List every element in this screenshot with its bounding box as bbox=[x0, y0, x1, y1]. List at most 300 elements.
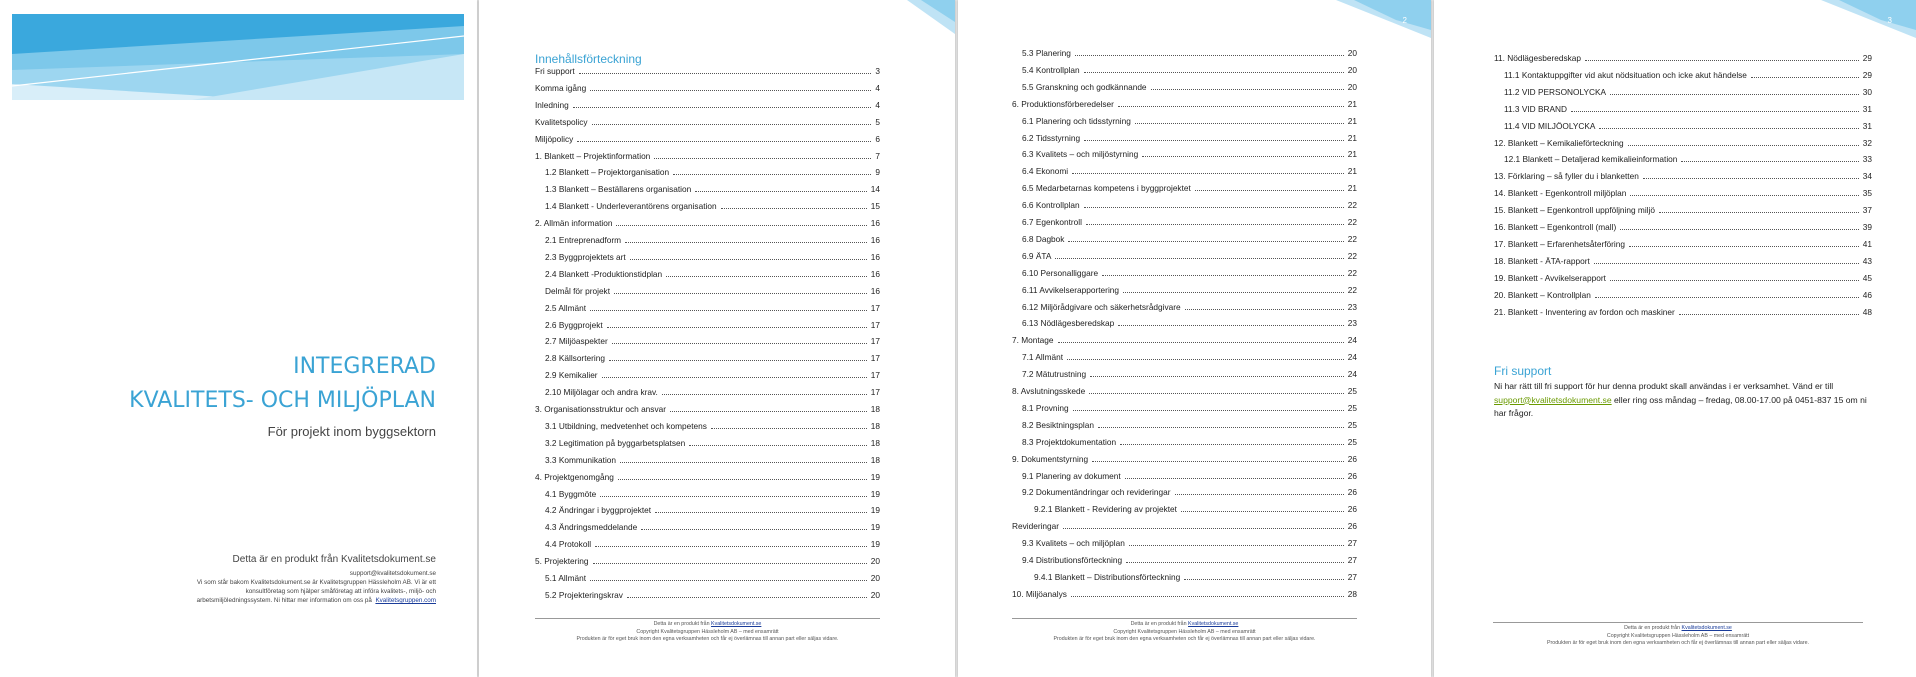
toc-entry-page: 34 bbox=[1862, 171, 1872, 182]
toc-entry-label: 1.4 Blankett - Underleverantörens organisation bbox=[545, 201, 717, 212]
toc-entry-page: 19 bbox=[870, 505, 880, 516]
toc-entry-page: 20 bbox=[870, 556, 880, 567]
toc-entry[interactable] bbox=[1504, 154, 1872, 169]
toc-entry[interactable] bbox=[1494, 205, 1872, 220]
toc-leader-dots bbox=[1751, 77, 1859, 78]
toc-entry-page: 41 bbox=[1862, 238, 1872, 249]
toc-entry[interactable] bbox=[545, 489, 880, 504]
toc-entry[interactable] bbox=[1012, 99, 1357, 114]
toc-entry-label: 8. Avslutningsskede bbox=[1012, 386, 1086, 396]
toc-leader-dots bbox=[1084, 207, 1344, 208]
toc-entry[interactable] bbox=[545, 286, 880, 301]
toc-entry-page: 20 bbox=[1347, 64, 1357, 75]
toc-entry[interactable] bbox=[545, 167, 880, 182]
toc-entry-label: 9.1 Planering av dokument bbox=[1022, 470, 1121, 481]
toc-entry-label: 9. Dokumentstyrning bbox=[1012, 453, 1089, 464]
toc-leader-dots bbox=[592, 124, 872, 125]
corner-graphic bbox=[1336, 0, 1431, 38]
toc-entry-page: 48 bbox=[1862, 306, 1872, 317]
toc-entry-page: 39 bbox=[1862, 222, 1872, 232]
toc-entry-label: 2.9 Kemikalier bbox=[545, 370, 598, 381]
toc-leader-dots bbox=[1142, 156, 1344, 157]
toc-entry-page: 29 bbox=[1862, 69, 1872, 80]
toc-leader-dots bbox=[1068, 241, 1343, 242]
footer-link[interactable]: Kvalitetsdokument.se bbox=[711, 621, 762, 627]
toc-entry-page: 21 bbox=[1347, 132, 1357, 143]
toc-entry[interactable] bbox=[1494, 53, 1872, 68]
toc-entry-label: 9.4 Distributionsförteckning bbox=[1022, 555, 1123, 565]
cover-footer-heading: Detta är en produkt från Kvalitetsdokument.se bbox=[232, 554, 436, 565]
toc-leader-dots bbox=[577, 141, 871, 142]
toc-entry[interactable] bbox=[1022, 183, 1357, 198]
toc-entry[interactable] bbox=[1022, 318, 1357, 333]
toc-entry-page: 32 bbox=[1862, 137, 1872, 148]
toc-leader-dots bbox=[1681, 161, 1858, 162]
toc-entry[interactable] bbox=[545, 252, 880, 267]
toc-entry-label: 4.2 Ändringar i byggprojektet bbox=[545, 505, 652, 516]
toc-entry-label: 4.4 Protokoll bbox=[545, 539, 592, 550]
toc-leader-dots bbox=[1151, 89, 1344, 90]
footer-line1 bbox=[1493, 625, 1863, 633]
toc-entry[interactable] bbox=[1494, 239, 1872, 254]
toc-entry-page: 31 bbox=[1862, 103, 1872, 114]
toc-leader-dots bbox=[620, 462, 867, 463]
toc-entry-page: 21 bbox=[1347, 149, 1357, 160]
page-footer bbox=[535, 618, 880, 644]
toc-entry-page: 25 bbox=[1347, 402, 1357, 413]
toc-leader-dots bbox=[655, 512, 867, 513]
footer-line2: Copyright Kvalitetsgruppen Hässleholm AB – med ensamrätt bbox=[1113, 628, 1256, 635]
toc-leader-dots bbox=[1072, 173, 1344, 174]
toc-entry-label: 1.2 Blankett – Projektorganisation bbox=[545, 167, 670, 178]
toc-entry[interactable] bbox=[1034, 572, 1357, 587]
toc-entry-page: 18 bbox=[870, 404, 880, 414]
toc-entry-page: 17 bbox=[870, 302, 880, 313]
toc-entry[interactable] bbox=[1012, 521, 1357, 536]
footer-link[interactable]: Kvalitetsdokument.se bbox=[1188, 621, 1239, 627]
toc-entry[interactable] bbox=[1022, 234, 1357, 249]
toc-leader-dots bbox=[1098, 427, 1344, 428]
toc-entry-page: 4 bbox=[875, 82, 880, 93]
toc-entry[interactable] bbox=[1494, 222, 1872, 237]
toc-entry-label: 6. Produktionsförberedelser bbox=[1012, 98, 1114, 109]
toc-leader-dots bbox=[654, 158, 871, 159]
toc-entry-page: 37 bbox=[1862, 205, 1872, 216]
toc-entry-label: 8.3 Projektdokumentation bbox=[1022, 436, 1117, 447]
toc-leader-dots bbox=[1195, 190, 1344, 191]
toc-leader-dots bbox=[590, 90, 871, 91]
toc-leader-dots bbox=[689, 445, 867, 446]
toc-entry-page: 22 bbox=[1347, 217, 1357, 227]
toc-entry-page: 21 bbox=[1347, 98, 1357, 109]
toc-entry[interactable] bbox=[545, 353, 880, 368]
footer-line3: Produkten är för eget bruk inom den egna verksamheten och får ej överlämnas till annan part eller säljas vidare. bbox=[1053, 636, 1316, 642]
toc-entry-label: 6.12 Miljörådgivare och säkerhetsrådgivare bbox=[1022, 301, 1181, 312]
toc-leader-dots bbox=[1129, 545, 1344, 546]
toc-entry[interactable] bbox=[545, 201, 880, 216]
toc-entry-label: 19. Blankett - Avvikelserapport bbox=[1494, 272, 1606, 283]
footer-line1 bbox=[535, 621, 880, 629]
toc-entry[interactable] bbox=[1022, 403, 1357, 418]
toc-entry[interactable] bbox=[1022, 538, 1357, 553]
toc-leader-dots bbox=[670, 411, 867, 412]
footer-line1-text: Detta är en produkt från bbox=[653, 621, 710, 627]
footer-line2: Copyright Kvalitetsgruppen Hässleholm AB – med ensamrätt bbox=[636, 628, 779, 635]
toc-leader-dots bbox=[593, 563, 867, 564]
toc-leader-dots bbox=[600, 496, 867, 497]
page-footer bbox=[1012, 618, 1357, 644]
toc-entry-label: 16. Blankett – Egenkontroll (mall) bbox=[1494, 222, 1617, 232]
toc-entry-page: 20 bbox=[1347, 48, 1357, 58]
toc-leader-dots bbox=[1126, 562, 1344, 563]
support-text bbox=[1494, 380, 1872, 421]
toc-entry-page: 20 bbox=[870, 573, 880, 583]
toc-entry-label: 6.1 Planering och tidsstyrning bbox=[1022, 115, 1131, 126]
toc-entry[interactable] bbox=[1022, 48, 1357, 63]
toc-entry[interactable] bbox=[535, 100, 880, 115]
toc-entry-page: 27 bbox=[1347, 538, 1357, 549]
toc-entry-label: 14. Blankett - Egenkontroll miljöplan bbox=[1494, 188, 1627, 199]
toc-entry[interactable] bbox=[545, 320, 880, 335]
toc-entry-page: 24 bbox=[1347, 369, 1357, 380]
toc-entry-label: 17. Blankett – Erfarenhetsåterföring bbox=[1494, 238, 1625, 249]
toc-entry-label: 10. Miljöanalys bbox=[1012, 588, 1067, 599]
toc-leader-dots bbox=[1135, 123, 1344, 124]
toc-entry[interactable] bbox=[1022, 268, 1357, 283]
toc-entry[interactable] bbox=[545, 421, 880, 436]
toc-entry-page: 19 bbox=[870, 522, 880, 533]
toc-entry[interactable] bbox=[545, 235, 880, 250]
toc-entry[interactable] bbox=[535, 117, 880, 132]
toc-leader-dots bbox=[1630, 195, 1858, 196]
toc-entry[interactable] bbox=[545, 184, 880, 199]
toc-entry[interactable] bbox=[535, 66, 880, 81]
toc-page-1 bbox=[479, 0, 955, 677]
corner-graphic bbox=[1821, 0, 1916, 38]
toc-entry[interactable] bbox=[1504, 70, 1872, 85]
toc-entry-page: 31 bbox=[1862, 120, 1872, 131]
toc-entry-page: 16 bbox=[870, 251, 880, 262]
toc-entry[interactable] bbox=[545, 387, 880, 402]
toc-entry-label: 4. Projektgenomgång bbox=[535, 471, 614, 482]
toc-entry[interactable] bbox=[1034, 504, 1357, 519]
cover-footer-email: support@kvalitetsdokument.se bbox=[349, 570, 436, 577]
footer-line2: Copyright Kvalitetsgruppen Hässleholm AB – med ensamrätt bbox=[1606, 632, 1750, 639]
toc-leader-dots bbox=[1120, 444, 1344, 445]
toc-entry-label: 9.3 Kvalitets – och miljöplan bbox=[1022, 538, 1125, 549]
toc-leader-dots bbox=[1629, 246, 1859, 247]
toc-entry-page: 26 bbox=[1347, 453, 1357, 464]
toc-entry-page: 25 bbox=[1347, 386, 1357, 396]
toc-entry[interactable] bbox=[1012, 386, 1357, 401]
toc-entry[interactable] bbox=[1022, 285, 1357, 300]
toc-entry-label: 6.6 Kontrollplan bbox=[1022, 200, 1080, 211]
toc-entry[interactable] bbox=[1022, 420, 1357, 435]
toc-leader-dots bbox=[1620, 229, 1859, 230]
toc-leader-dots bbox=[602, 377, 867, 378]
toc-leader-dots bbox=[630, 259, 867, 260]
toc-leader-dots bbox=[1184, 579, 1344, 580]
toc-leader-dots bbox=[1181, 511, 1344, 512]
cover-footer-link[interactable]: Kvalitetsgruppen.com bbox=[375, 597, 436, 604]
toc-entry[interactable] bbox=[1022, 369, 1357, 384]
toc-entry-label: 4.1 Byggmöte bbox=[545, 488, 597, 499]
toc-entry-label: 21. Blankett - Inventering av fordon och maskiner bbox=[1494, 306, 1675, 317]
toc-entry[interactable] bbox=[1022, 133, 1357, 148]
toc-entry-page: 3 bbox=[875, 66, 880, 76]
toc-leader-dots bbox=[1185, 309, 1344, 310]
toc-entry[interactable] bbox=[1494, 273, 1872, 288]
footer-line3: Produkten är för eget bruk inom den egna verksamheten och får ej överlämnas till annan part eller säljas vidare. bbox=[576, 636, 839, 642]
toc-entry-label: 5.2 Projekteringskrav bbox=[545, 589, 623, 600]
toc-entry-page: 17 bbox=[870, 370, 880, 381]
toc-entry-page: 18 bbox=[870, 454, 880, 465]
toc-entry[interactable] bbox=[1022, 149, 1357, 164]
toc-entry-label: 6.2 Tidsstyrning bbox=[1022, 132, 1081, 143]
toc-entry[interactable] bbox=[1022, 471, 1357, 486]
toc-entry-page: 18 bbox=[870, 437, 880, 448]
toc-leader-dots bbox=[1659, 212, 1859, 213]
toc-leader-dots bbox=[662, 394, 867, 395]
toc-entry[interactable] bbox=[1022, 251, 1357, 266]
toc-entry-label: 6.3 Kvalitets – och miljöstyrning bbox=[1022, 149, 1139, 160]
toc-entry-page: 26 bbox=[1347, 521, 1357, 532]
toc-entry-page: 27 bbox=[1347, 555, 1357, 565]
toc-leader-dots bbox=[673, 174, 871, 175]
toc-entry-label: 5.5 Granskning och godkännande bbox=[1022, 81, 1147, 92]
toc-entry[interactable] bbox=[1022, 116, 1357, 131]
toc-entry[interactable] bbox=[1494, 138, 1872, 153]
toc-leader-dots bbox=[618, 479, 867, 480]
toc-entry-page: 16 bbox=[870, 218, 880, 229]
toc-entry-page: 18 bbox=[870, 420, 880, 431]
toc-leader-dots bbox=[1086, 224, 1344, 225]
toc-entry[interactable] bbox=[1012, 454, 1357, 469]
toc-entry-label: 6.8 Dagbok bbox=[1022, 233, 1065, 244]
toc-entry[interactable] bbox=[545, 303, 880, 318]
toc-entry-label: 11.1 Kontaktuppgifter vid akut nödsituation och icke akut händelse bbox=[1504, 69, 1747, 80]
toc-entry-page: 23 bbox=[1347, 301, 1357, 312]
toc-entry[interactable] bbox=[535, 151, 880, 166]
toc-entry[interactable] bbox=[535, 472, 880, 487]
cover-title-line1: INTEGRERAD bbox=[293, 354, 436, 379]
page-number: 2 bbox=[1402, 16, 1407, 25]
toc-entry[interactable] bbox=[1494, 188, 1872, 203]
toc-entry-label: Komma igång bbox=[535, 82, 587, 93]
toc-entry-label: 12. Blankett – Kemikalieförteckning bbox=[1494, 137, 1624, 148]
toc-entry[interactable] bbox=[1022, 555, 1357, 570]
toc-leader-dots bbox=[1084, 72, 1344, 73]
toc-leader-dots bbox=[1610, 94, 1859, 95]
toc-entry[interactable] bbox=[1022, 217, 1357, 232]
toc-entry[interactable] bbox=[1012, 589, 1357, 604]
toc-entry-label: 4.3 Ändringsmeddelande bbox=[545, 522, 638, 533]
toc-entry[interactable] bbox=[545, 370, 880, 385]
toc-leader-dots bbox=[1585, 60, 1859, 61]
footer-line3: Produkten är för eget bruk inom den egna verksamheten och får ej överlämnas till annan part eller säljas vidare. bbox=[1546, 640, 1810, 646]
toc-entry-page: 9 bbox=[875, 167, 880, 178]
toc-entry-label: 3.2 Legitimation på byggarbetsplatsen bbox=[545, 437, 686, 448]
toc-entry[interactable] bbox=[1494, 256, 1872, 271]
footer-divider bbox=[1012, 618, 1357, 619]
toc-entry[interactable] bbox=[545, 522, 880, 537]
toc-entry[interactable] bbox=[1022, 437, 1357, 452]
toc-leader-dots bbox=[612, 343, 867, 344]
toc-entry-page: 24 bbox=[1347, 335, 1357, 346]
toc-leader-dots bbox=[1071, 596, 1344, 597]
toc-entry[interactable] bbox=[1504, 87, 1872, 102]
toc-entry-label: 6.11 Avvikelserapportering bbox=[1022, 284, 1120, 295]
toc-entry-page: 22 bbox=[1347, 200, 1357, 211]
toc-entry[interactable] bbox=[545, 269, 880, 284]
toc-entry[interactable] bbox=[535, 83, 880, 98]
toc-entry[interactable] bbox=[545, 336, 880, 351]
toc-entry[interactable] bbox=[545, 438, 880, 453]
toc-entry[interactable] bbox=[545, 505, 880, 520]
toc-leader-dots bbox=[1610, 280, 1859, 281]
toc-entry-page: 19 bbox=[870, 471, 880, 482]
toc-entry-label: 6.13 Nödlägesberedskap bbox=[1022, 318, 1115, 329]
toc-entry-page: 45 bbox=[1862, 272, 1872, 283]
toc-entry-page: 21 bbox=[1347, 183, 1357, 194]
toc-entry-label: 1.3 Blankett – Beställarens organisation bbox=[545, 184, 692, 195]
toc-entry[interactable] bbox=[1012, 335, 1357, 350]
toc-entry[interactable] bbox=[1022, 200, 1357, 215]
toc-entry[interactable] bbox=[1022, 302, 1357, 317]
toc-entry-page: 14 bbox=[870, 184, 880, 195]
toc-entry-label: 2.1 Entreprenadform bbox=[545, 235, 622, 245]
toc-entry[interactable] bbox=[545, 573, 880, 588]
toc-entry[interactable] bbox=[535, 404, 880, 419]
toc-entry-label: 3. Organisationsstruktur och ansvar bbox=[535, 404, 666, 414]
toc-entry-label: 5.1 Allmänt bbox=[545, 573, 587, 583]
toc-entry-page: 16 bbox=[870, 285, 880, 296]
toc-entry-page: 26 bbox=[1347, 487, 1357, 498]
toc-entry[interactable] bbox=[545, 590, 880, 605]
toc-leader-dots bbox=[1643, 178, 1859, 179]
toc-entry-label: 6.4 Ekonomi bbox=[1022, 166, 1069, 177]
toc-entry-page: 22 bbox=[1347, 267, 1357, 278]
toc-leader-dots bbox=[590, 580, 867, 581]
toc-entry[interactable] bbox=[1504, 104, 1872, 119]
toc-leader-dots bbox=[1090, 376, 1344, 377]
toc-entry-label: 20. Blankett – Kontrollplan bbox=[1494, 289, 1591, 300]
toc-entry-page: 30 bbox=[1862, 86, 1872, 97]
toc-entry[interactable] bbox=[545, 539, 880, 554]
toc-entry-page: 35 bbox=[1862, 188, 1872, 199]
toc-entry[interactable] bbox=[1494, 290, 1872, 305]
footer-line1 bbox=[1012, 621, 1357, 629]
toc-entry-label: 5. Projektering bbox=[535, 556, 589, 567]
toc-entry[interactable] bbox=[535, 218, 880, 233]
cover-footer-line1: Vi som står bakom Kvalitetsdokument.se är Kvalitetsgruppen Hässleholm AB. Vi är ett bbox=[196, 579, 436, 586]
toc-entry-label: Miljöpolicy bbox=[535, 133, 574, 144]
toc-entry-page: 7 bbox=[875, 150, 880, 161]
toc-entry-label: 2. Allmän information bbox=[535, 218, 613, 229]
support-email-link[interactable]: support@kvalitetsdokument.se bbox=[1494, 394, 1612, 405]
page-number: 3 bbox=[1887, 16, 1892, 25]
toc-entry-page: 25 bbox=[1347, 419, 1357, 430]
footer-link[interactable]: Kvalitetsdokument.se bbox=[1681, 625, 1732, 631]
toc-entry-label: 12.1 Blankett – Detaljerad kemikalieinformation bbox=[1504, 154, 1678, 165]
toc-entry-page: 29 bbox=[1862, 53, 1872, 63]
toc-leader-dots bbox=[595, 546, 867, 547]
toc-leader-dots bbox=[711, 428, 867, 429]
toc-entry-page: 20 bbox=[1347, 81, 1357, 92]
toc-entry-page: 43 bbox=[1862, 255, 1872, 266]
support-text-1: Ni har rätt till fri support för hur denna produkt skall användas i er verksamhet. Vänd er till bbox=[1494, 381, 1834, 391]
toc-entry-page: 19 bbox=[870, 488, 880, 499]
toc-leader-dots bbox=[627, 597, 867, 598]
toc-entry-page: 24 bbox=[1347, 352, 1357, 363]
toc-leader-dots bbox=[641, 529, 867, 530]
toc-entry[interactable] bbox=[1022, 487, 1357, 502]
toc-entry[interactable] bbox=[1494, 171, 1872, 186]
toc-entry[interactable] bbox=[545, 455, 880, 470]
toc-entry-label: 5.3 Planering bbox=[1022, 48, 1071, 58]
toc-entry[interactable] bbox=[1494, 307, 1872, 322]
toc-leader-dots bbox=[1102, 275, 1344, 276]
toc-entry-label: Revideringar bbox=[1012, 521, 1060, 532]
toc-leader-dots bbox=[1058, 342, 1344, 343]
toc-entry-page: 25 bbox=[1347, 436, 1357, 447]
footer-divider bbox=[535, 618, 880, 619]
toc-entry-page: 21 bbox=[1347, 115, 1357, 126]
toc-entry-label: 6.5 Medarbetarnas kompetens i byggprojektet bbox=[1022, 183, 1191, 194]
cover-title bbox=[129, 350, 436, 418]
toc-leader-dots bbox=[573, 107, 872, 108]
toc-entry-label: 2.4 Blankett -Produktionstidplan bbox=[545, 268, 663, 279]
toc-entry-page: 5 bbox=[875, 116, 880, 127]
toc-entry[interactable] bbox=[535, 134, 880, 149]
toc-leader-dots bbox=[616, 225, 866, 226]
toc-entry[interactable] bbox=[1022, 166, 1357, 181]
toc-leader-dots bbox=[1118, 325, 1344, 326]
toc-entry-label: Kvalitetspolicy bbox=[535, 116, 588, 127]
cover-header-graphic bbox=[12, 14, 464, 100]
toc-entry-label: 6.9 ÄTA bbox=[1022, 250, 1052, 261]
cover-title-line2: KVALITETS- OCH MILJÖPLAN bbox=[129, 388, 436, 413]
toc-entry[interactable] bbox=[1022, 65, 1357, 80]
toc-entry-page: 33 bbox=[1862, 154, 1872, 165]
toc-entry-page: 19 bbox=[870, 539, 880, 550]
toc-entry-page: 6 bbox=[875, 133, 880, 144]
toc-entry-label: 2.6 Byggprojekt bbox=[545, 319, 603, 330]
toc-entry-label: 6.10 Personalliggare bbox=[1022, 267, 1099, 278]
footer-line1-text: Detta är en produkt från bbox=[1130, 621, 1187, 627]
cover-subtitle: För projekt inom byggsektorn bbox=[267, 424, 436, 439]
toc-leader-dots bbox=[1089, 393, 1344, 394]
toc-entry[interactable] bbox=[1022, 82, 1357, 97]
toc-leader-dots bbox=[1125, 478, 1344, 479]
toc-page-3 bbox=[1434, 0, 1916, 677]
toc-entry-page: 4 bbox=[875, 99, 880, 110]
toc-entry[interactable] bbox=[1022, 352, 1357, 367]
toc-entry-page: 17 bbox=[870, 387, 880, 398]
toc-entry-label: 5.4 Kontrollplan bbox=[1022, 64, 1080, 75]
toc-leader-dots bbox=[1092, 461, 1344, 462]
toc-entry[interactable] bbox=[535, 556, 880, 571]
cover-page bbox=[0, 0, 477, 677]
toc-entry[interactable] bbox=[1504, 121, 1872, 136]
toc-entry-label: 8.1 Provning bbox=[1022, 402, 1069, 413]
corner-graphic bbox=[907, 0, 955, 34]
toc-entry-label: 9.2.1 Blankett - Revidering av projektet bbox=[1034, 504, 1177, 515]
toc-leader-dots bbox=[1075, 55, 1344, 56]
toc-leader-dots bbox=[1073, 410, 1344, 411]
toc-entry-label: 3.3 Kommunikation bbox=[545, 454, 617, 465]
toc-entry-label: 11.3 VID BRAND bbox=[1504, 103, 1568, 114]
